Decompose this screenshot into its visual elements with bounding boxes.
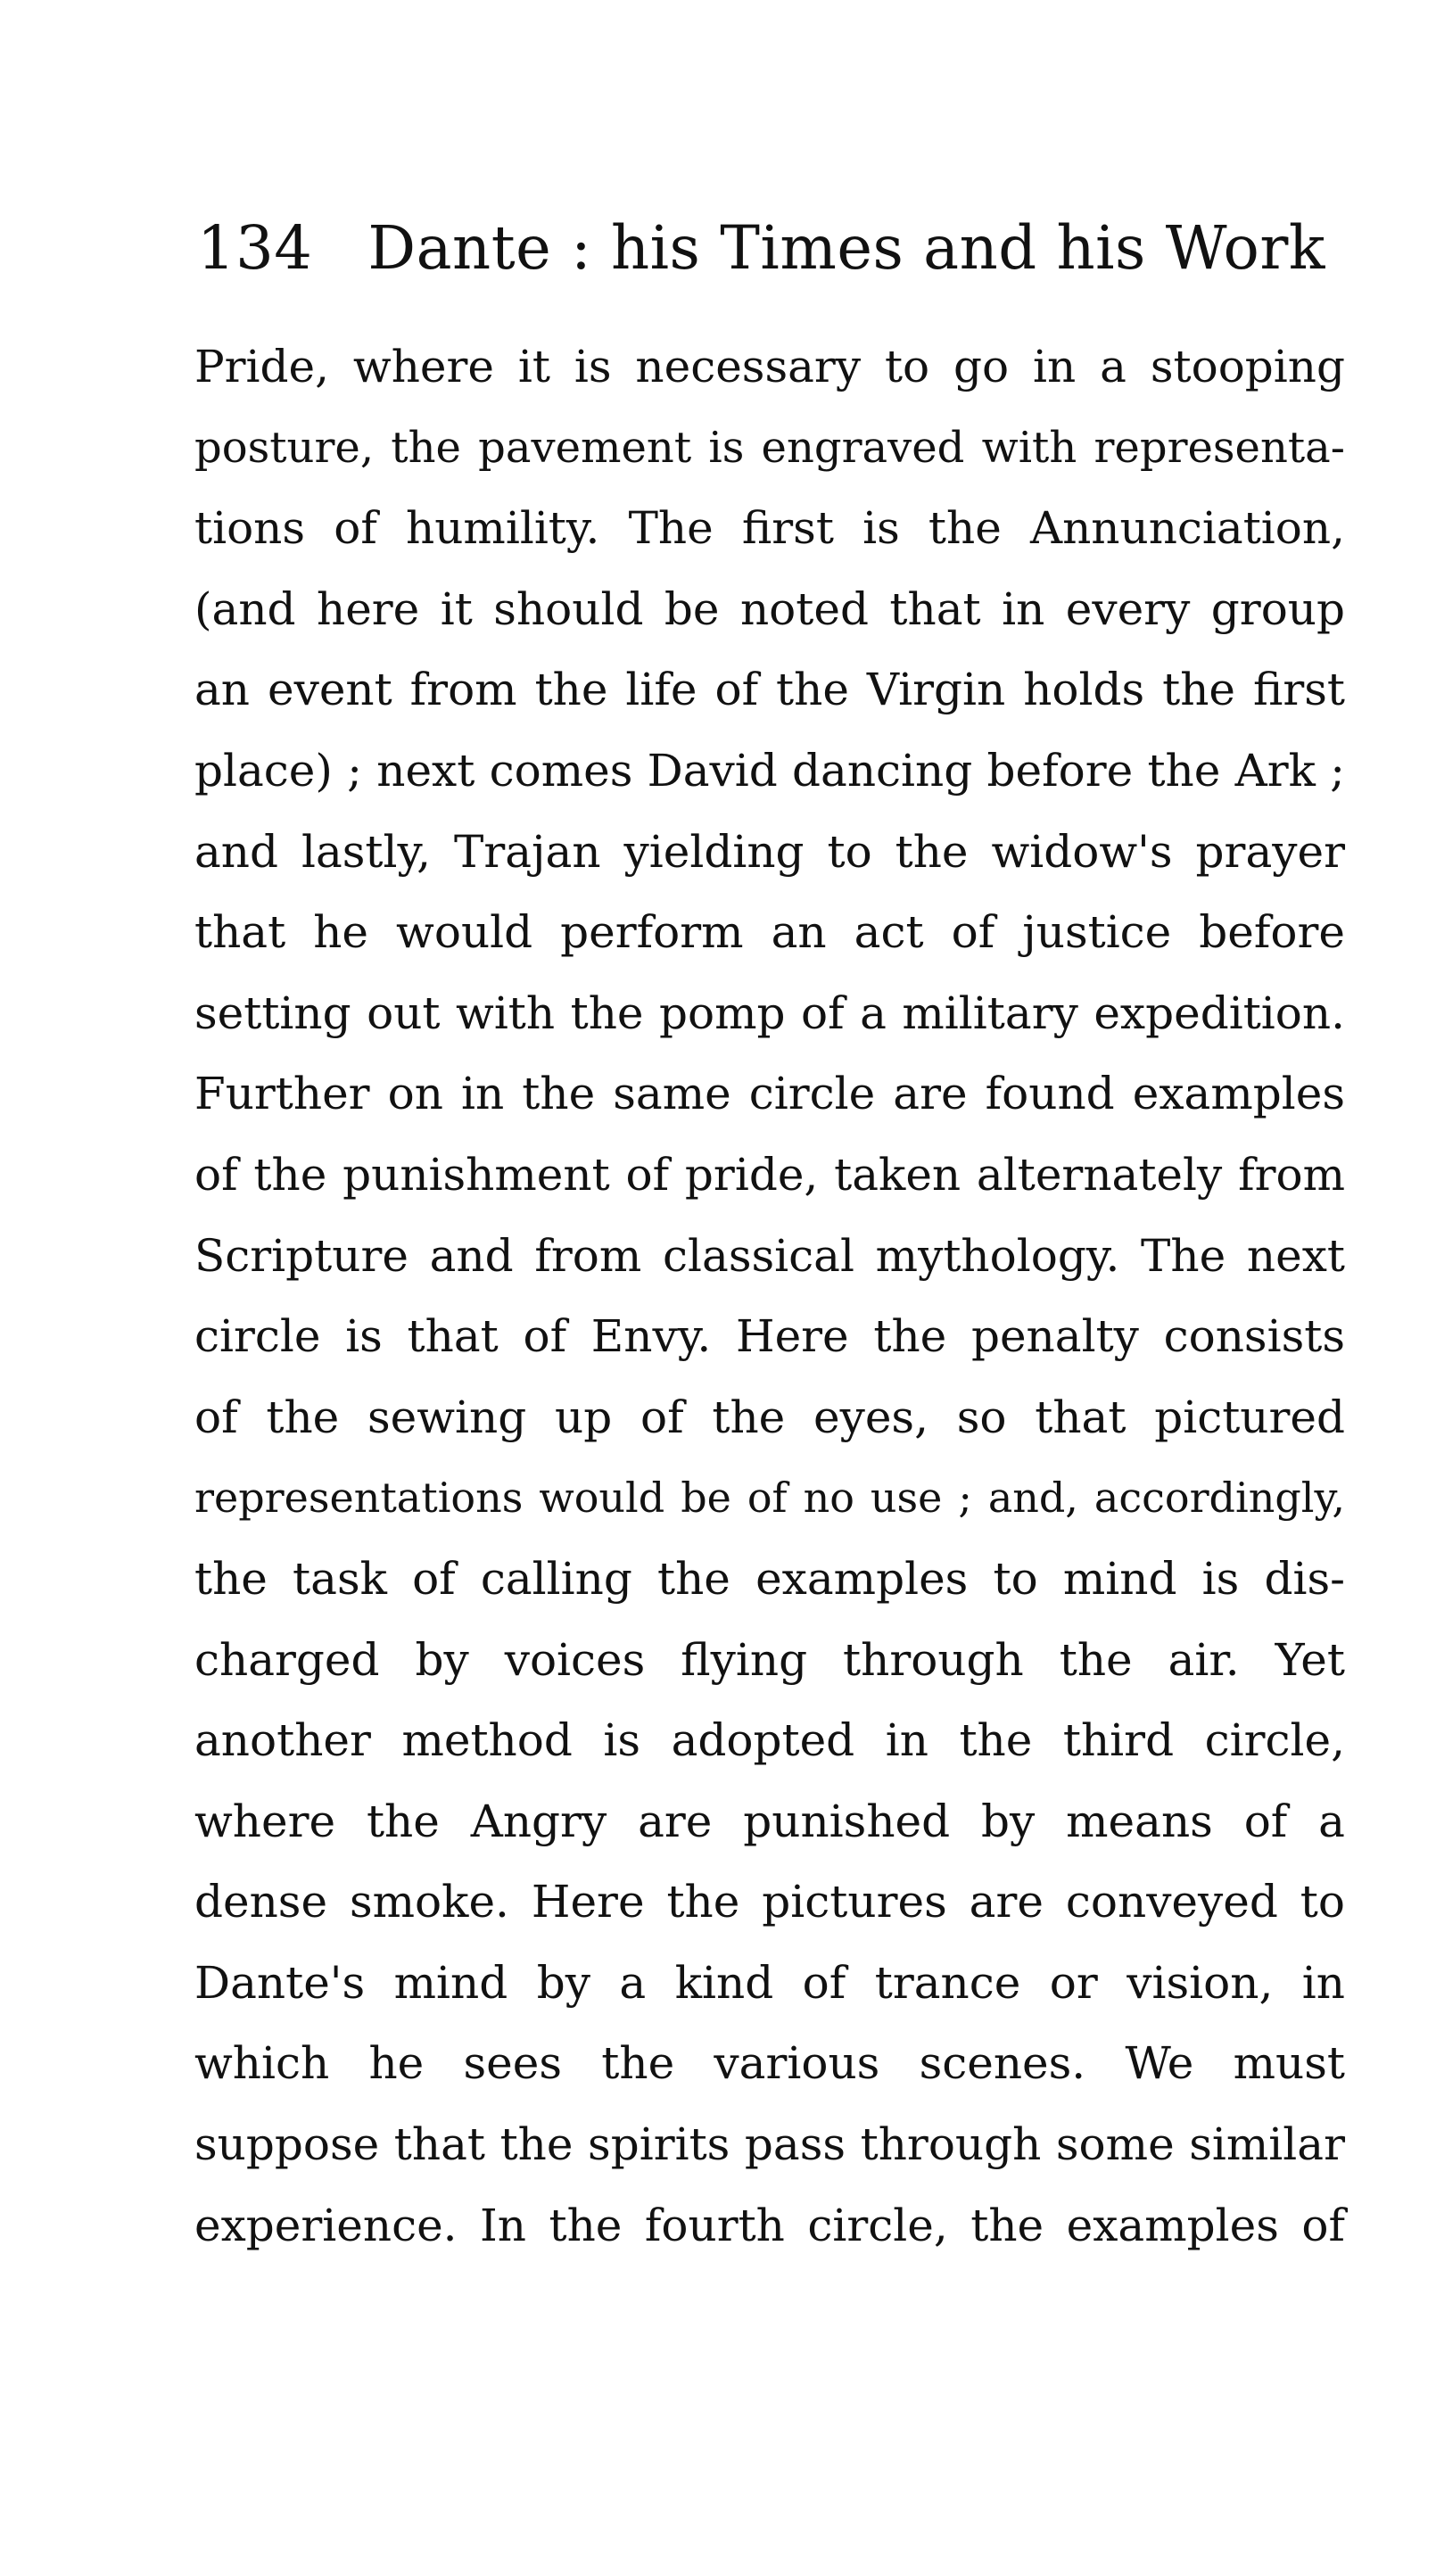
text-line: (and here it should be noted that in every group — [194, 582, 1345, 635]
text-line: Pride, where it is necessary to go in a stooping — [194, 341, 1345, 392]
text-line: another method is adopted in the third circle, — [194, 1714, 1345, 1767]
running-title: Dante : his Times and his Work — [367, 213, 1326, 283]
text-line: where the Angry are punished by means of a — [194, 1795, 1345, 1847]
text-line: circle is that of Envy. Here the penalty consists — [194, 1310, 1345, 1363]
text-line: and lastly, Trajan yielding to the widow's prayer — [194, 825, 1345, 878]
text-line: tions of humility. The first is the Annunciation, — [194, 502, 1345, 555]
text-line: Dante's mind by a kind of trance or vision, in — [194, 1956, 1345, 2009]
text-line: that he would perform an act of justice before — [194, 906, 1345, 959]
text-line: dense smoke. Here the pictures are conveyed to — [194, 1876, 1345, 1928]
text-line: of the punishment of pride, taken alternately from — [194, 1148, 1345, 1201]
text-line: experience. In the fourth circle, the examples of — [194, 2199, 1345, 2251]
text-line: Scripture and from classical mythology. The next — [194, 1229, 1345, 1282]
text-line: suppose that the spirits pass through some similar — [194, 2118, 1345, 2171]
text-line: Further on in the same circle are found examples — [194, 1068, 1345, 1120]
text-line: charged by voices flying through the air. Yet — [194, 1633, 1345, 1686]
page-number: 134 — [197, 213, 313, 283]
text-line: representations would be of no use ; and, accordingly, — [194, 1474, 1345, 1523]
running-header — [197, 203, 1357, 293]
text-line: of the sewing up of the eyes, so that pictured — [194, 1391, 1345, 1443]
text-line: place) ; next comes David dancing before the Ark ; — [194, 744, 1345, 797]
body-text — [194, 326, 1345, 2266]
text-line: posture, the pavement is engraved with representa- — [194, 422, 1345, 473]
text-line: setting out with the pomp of a military expedition. — [194, 987, 1345, 1039]
text-line: which he sees the various scenes. We must — [194, 2037, 1345, 2090]
text-line: the task of calling the examples to mind is dis- — [194, 1552, 1345, 1605]
text-line: an event from the life of the Virgin holds the first — [194, 664, 1345, 716]
